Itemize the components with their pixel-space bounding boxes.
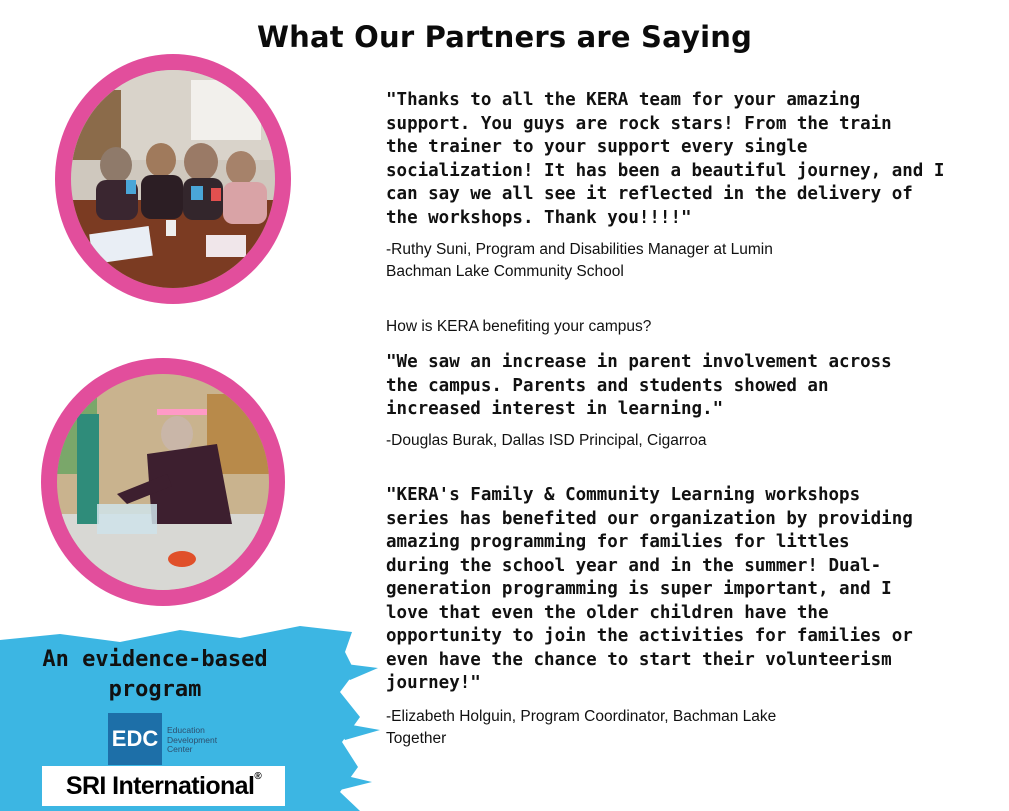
photo-activity <box>41 358 285 606</box>
testimonial-1-attribution: -Ruthy Suni, Program and Disabilities Manager at Lumin Bachman Lake Community School <box>386 241 773 280</box>
testimonial-2-question: How is KERA benefiting your campus? <box>386 318 652 335</box>
testimonial-1-quote: "Thanks to all the KERA team for your amazing support. You guys are rock stars! From the train the trainer to your support every single socialization! It has been a beautiful journey, and I can say we all see it reflected in the delivery of the workshops. Thank you!!!!" <box>386 90 945 228</box>
photo-group-workshop <box>55 54 291 304</box>
edc-logo-name: Education Development Center <box>167 725 218 754</box>
page-title: What Our Partners are Saying <box>256 20 753 54</box>
testimonial-2-quote: "We saw an increase in parent involvement across the campus. Parents and students showed an increased interest in learning." <box>386 352 892 419</box>
sri-logo-name: SRI International <box>65 772 255 800</box>
evidence-based-label: An evidence-based program <box>42 647 268 702</box>
sri-logo-text <box>42 766 285 806</box>
sri-logo <box>42 766 285 806</box>
group-photo-image <box>71 70 275 288</box>
edc-logo: EDC <box>108 713 162 765</box>
testimonial-3-quote: "KERA's Family & Community Learning workshops series has benefited our organization by providing amazing programming for families for littles during the school year and in the summer! Dual- generation programming is super important, and I love that even the older children have the opportunity to join the activities for families or even have the chance to start their volunteerism journey!" <box>386 485 913 693</box>
sri-logo-mark: ® <box>254 771 262 782</box>
testimonial-3-attribution: -Elizabeth Holguin, Program Coordinator, Bachman Lake Together <box>386 708 777 747</box>
testimonial-2-attribution: -Douglas Burak, Dallas ISD Principal, Cigarroa <box>386 432 707 449</box>
activity-photo-image <box>57 374 269 590</box>
